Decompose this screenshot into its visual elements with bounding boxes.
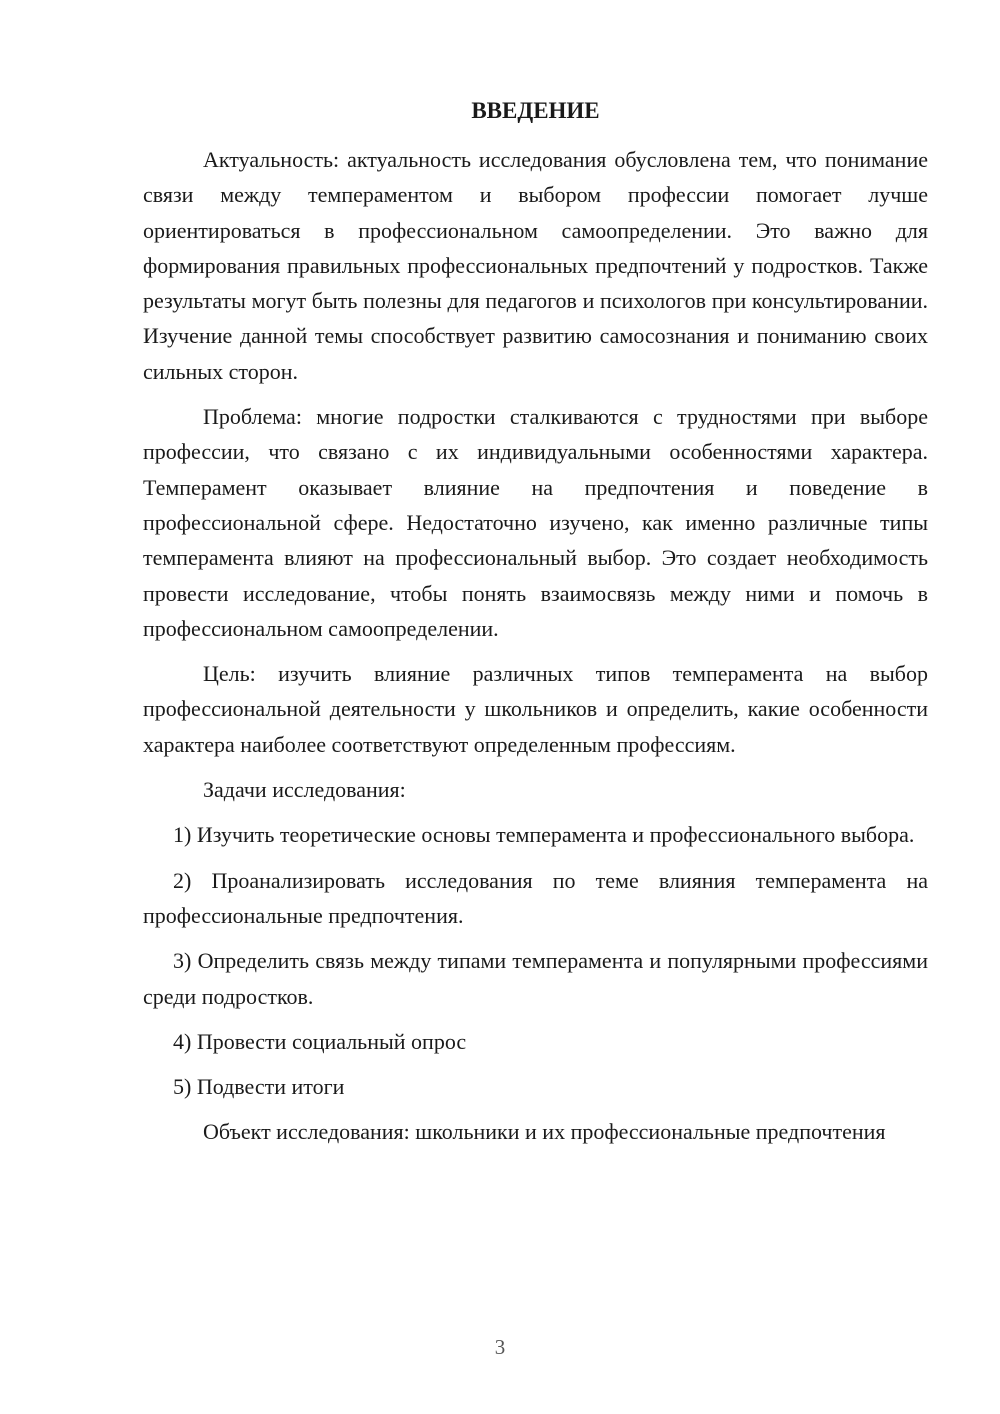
paragraph-problem: Проблема: многие подростки сталкиваются с трудностями при выборе профессии, что связано с их индивидуальными особенностями характера. Темперамент оказывает влияние на предпочтения и поведение в профессиональной сфере. Недостаточно изучено, как именно различные типы темперамента влияют на профессиональный выбор. Это создает необходимость провести исследование, чтобы понять взаимосвязь между ними и помочь в профессиональном самоопределении. <box>143 404 928 641</box>
task-item-5: 5) Подвести итоги <box>173 1074 345 1100</box>
paragraph-object: Объект исследования: школьники и их профессиональные предпочтения <box>203 1119 886 1145</box>
task-item-2: 2) Проанализировать исследования по теме влияния темперамента на профессиональные предпочтения. <box>143 867 928 928</box>
task-item-1: 1) Изучить теоретические основы темперамента и профессионального выбора. <box>173 822 915 848</box>
paragraph-relevance: Актуальность: актуальность исследования обусловлена тем, что понимание связи между темпераментом и выбором профессии помогает лучше ориентироваться в профессиональном самоопределении. Это важно для формирования правильных профессиональных предпочтений у подростков. Также результаты могут быть полезны для педагогов и психологов при консультировании. Изучение данной темы способствует развитию самосознания и пониманию своих сильных сторон. <box>143 147 928 384</box>
page-number: 3 <box>494 1335 506 1359</box>
task-item-4: 4) Провести социальный опрос <box>173 1028 467 1054</box>
tasks-heading: Задачи исследования: <box>203 777 406 803</box>
section-heading: ВВЕДЕНИЕ <box>471 98 600 123</box>
document-body <box>143 142 928 1160</box>
paragraph-goal: Цель: изучить влияние различных типов темперамента на выбор профессиональной деятельности у школьников и определить, какие особенности характера наиболее соответствуют определенным профессиям. <box>143 661 928 757</box>
task-item-3: 3) Определить связь между типами темперамента и популярными профессиями среди подростков. <box>143 948 928 1009</box>
